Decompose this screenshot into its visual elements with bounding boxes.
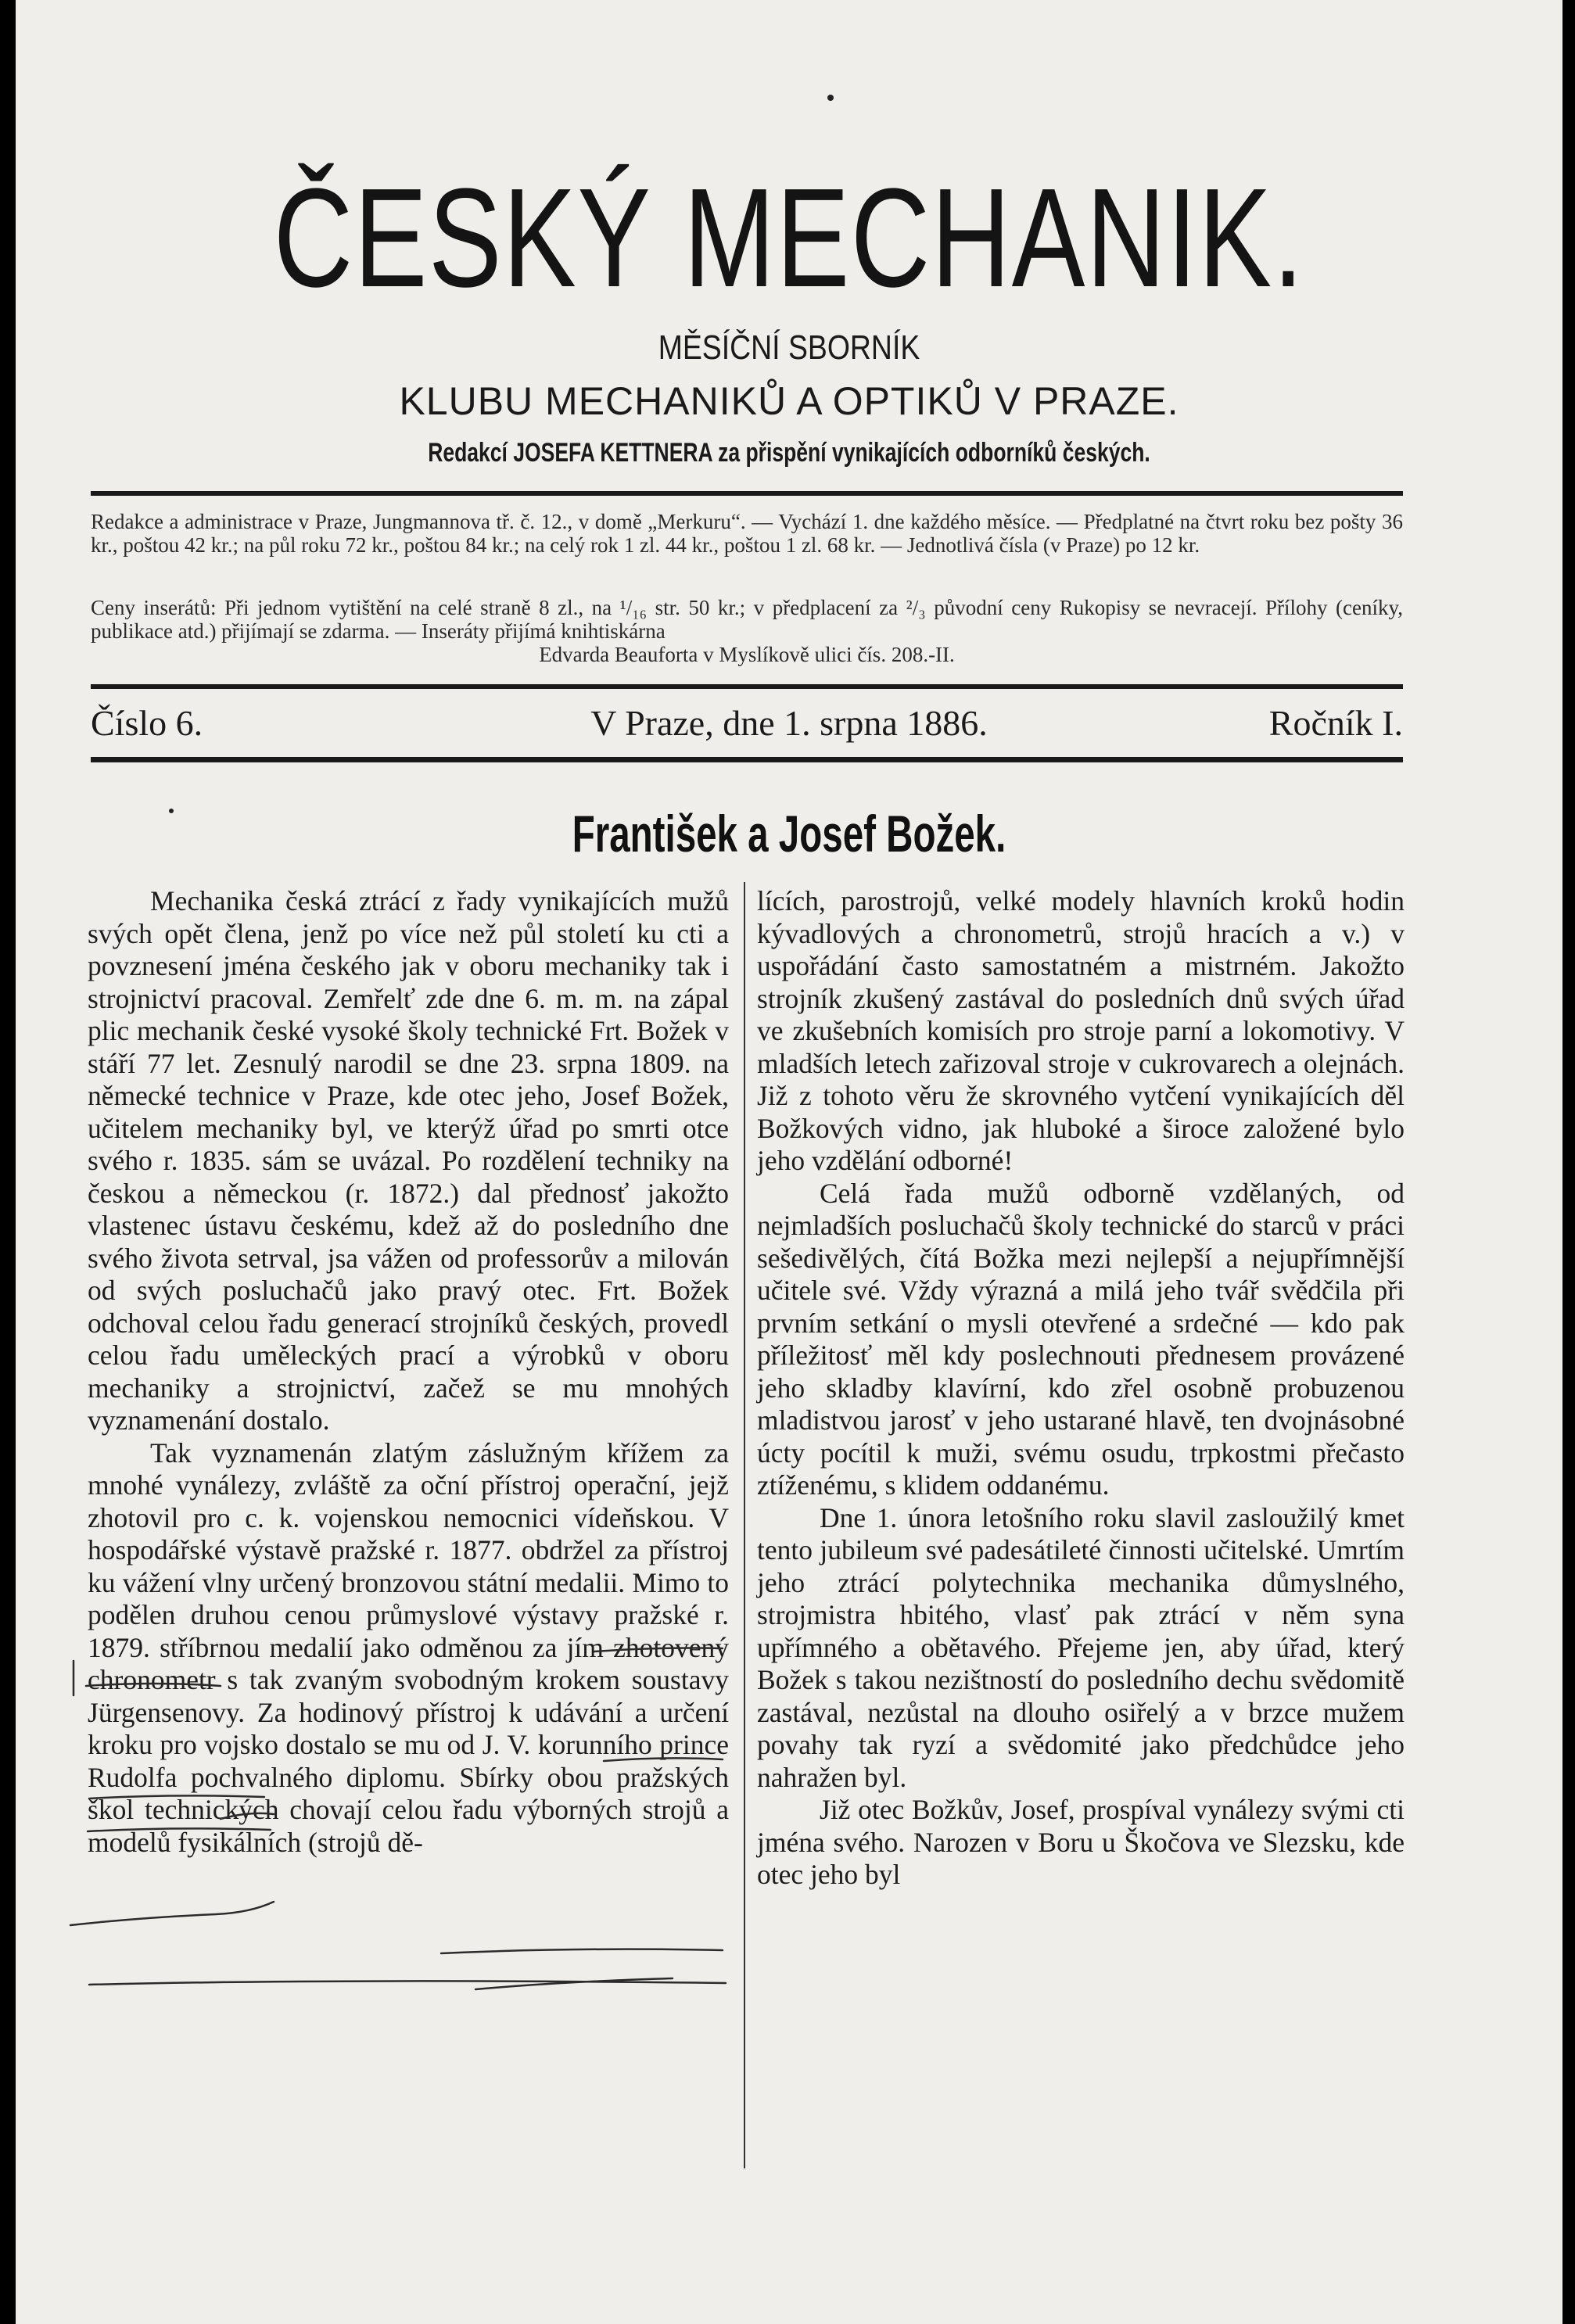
pencil-underline [441,1949,723,1953]
admin-text: Redakce a administrace v Praze, Jungmannova tř. č. 12., v domě „Merkuru“. — Vychází 1. dne každého měsíce. — Předplatné na čtvrt roku bez pošty 36 kr., poštou 42 kr.; na půl roku 72 kr., poštou 84 kr.; na celý rok 1 zl. 44 kr., poštou 1 zl. 68 kr. — Jednotlivá čísla (v Praze) po 12 kr. [91,510,1403,557]
pencil-underline [70,1902,274,1925]
pencil-underline [475,1978,673,1989]
column-divider [744,882,745,2168]
masthead-rule [91,491,1403,496]
article-paragraph: lících, parostrojů, velké modely hlavních kroků hodin kývadlových a chronometrů, strojů hracích a v.) v uspořádání často samostatném a mistrném. Jakožto strojník zkušený zastával do posledních dnů svých úřad ve zkušebních komisích pro stroje parní a lokomotivy. V mladších letech zařizoval stroje v cukrovarech a olejnách. Již z tohoto věru že skrovného vytčení vynikajících děl Božkových vidno, jak hluboké a široce založené bylo jeho vzdělání odborné! [757,885,1405,1176]
issue-volume: Ročník I. [1268,703,1403,743]
article-title: František a Josef Božek. [572,805,1006,863]
ink-speck [827,95,834,101]
masthead-title: ČESKÝ MECHANIK. [273,160,1305,317]
article-column-right [757,885,1405,1892]
masthead-editor-line: Redakcí JOSEFA KETTNERA za přispění vynikajících odborníků českých. [428,438,1150,468]
issue-rule [91,757,1403,762]
article-paragraph: Celá řada mužů odborně vzdělaných, od nejmladších posluchačů školy technické do starců v práci sešedivělých, čítá Božka mezi nejlepší a nejupřímnější učitele své. Vždy výrazná a milá jeho tvář svědčila při prvním setkání o mysli otevřené a srdečné — kdo pak příležitosť měl kdy poslechnouti přednesem provázené jeho skladby klavírní, kdo zřel osobně probuzenou mladistvou jarosť v jeho ustarané hlavě, ten dvojnásobné úcty pocítil k muži, svému osudu, trpkostmi přečasto ztíženému, s klidem oddanému. [757,1177,1405,1501]
article-paragraph: Mechanika česká ztrácí z řady vynikajících mužů svých opět člena, jenž po více než půl století ku cti a povznesení jména českého jak v oboru mechaniky tak i strojnictví pracoval. Zemřelť zde dne 6. m. m. na zápal plic mechanik české vysoké školy technické Frt. Božek v stáří 77 let. Zesnulý narodil se dne 23. srpna 1809. na německé technice v Praze, kde otec jeho, Josef Božek, učitelem mechaniky byl, ve kterýž úřad po smrti otce svého r. 1835. sám se uvázal. Po rozdělení techniky na českou a německou (r. 1872.) dal přednosť jakožto vlastenec ústavu českému, kdež až do posledního dne svého života setrval, jsa vážen od professorův a milován od svých posluchačů jako pravý otec. Frt. Božek odchoval celou řadu generací strojníků českých, provedl celou řadu uměleckých prací a výrobků v oboru mechaniky a strojnictví, začež se mu mnohých vyznamenání dostalo. [88,885,729,1436]
article-paragraph: Dne 1. února letošního roku slavil zasloužilý kmet tento jubileum své padesátileté činnosti učitelské. Umrtím jeho ztrácí polytechnika mechanika důmyslného, strojmistra hbitého, vlasť pak ztrácí v něm syna upřímného a obětavého. Přejeme jen, aby úřad, který Božek s takou nezištností do posledního dechu svědomitě zastával, nezůstal na dlouho osiřelý a v brzce mužem povahy tak ryzí a svědomité jako předchůdce jeho nahražen byl. [757,1501,1405,1793]
issue-number: Číslo 6. [91,703,203,743]
ink-speck [169,809,174,813]
article-paragraph: Již otec Božkův, Josef, prospíval vynálezy svými cti jména svého. Narozen v Boru u Škočova ve Slezsku, kde otec jeho byl [757,1794,1405,1890]
article-paragraph: Tak vyznamenán zlatým záslužným křížem za mnohé vynálezy, zvláště za oční přístroj operační, jejž zhotovil pro c. k. vojenskou nemocnici vídeňskou. V hospodářské výstavě pražské r. 1877. obdržel za přístroj ku vážení vlny určený bronzovou státní medalii. Mimo to podělen druhou cenou průmyslové výstavy pražské r. 1879. stříbrnou medalií jako odměnou za jím zhotovený chronometr s tak zvaným svobodným krokem soustavy Jürgensenovy. Za hodinový přístroj k udávání a určení kroku pro vojsko dostalo se mu od J. V. korunního prince Rudolfa pochvalného diplomu. Sbírky obou pražských škol technických chovají celou řadu výborných strojů a modelů fysikálních (strojů dě- [88,1436,729,1858]
issue-place-date: V Praze, dne 1. srpna 1886. [590,703,988,743]
page [16,0,1562,2324]
ads-printer-line: Edvarda Beauforta v Myslíkově ulici čís. 208.-II. [539,643,955,666]
administration-notice [91,510,1403,557]
info-rule [91,684,1403,689]
masthead-club-line: KLUBU MECHANIKŮ A OPTIKŮ V PRAZE. [399,379,1179,423]
pencil-underline [89,1981,726,1985]
ads-text: Ceny inserátů: Při jednom vytištění na celé straně 8 zl., na ¹/₁₆ str. 50 kr.; v předplacení za ²/₃ původní ceny Rukopisy se nevracejí. Přílohy (ceníky, publikace atd.) přijímají se zdarma. — Inseráty přijímá knihtiskárna [91,596,1403,643]
article-column-left [88,885,729,1859]
masthead-subtitle: MĚSÍČNÍ SBORNÍK [658,328,920,367]
advertising-notice [91,596,1403,666]
